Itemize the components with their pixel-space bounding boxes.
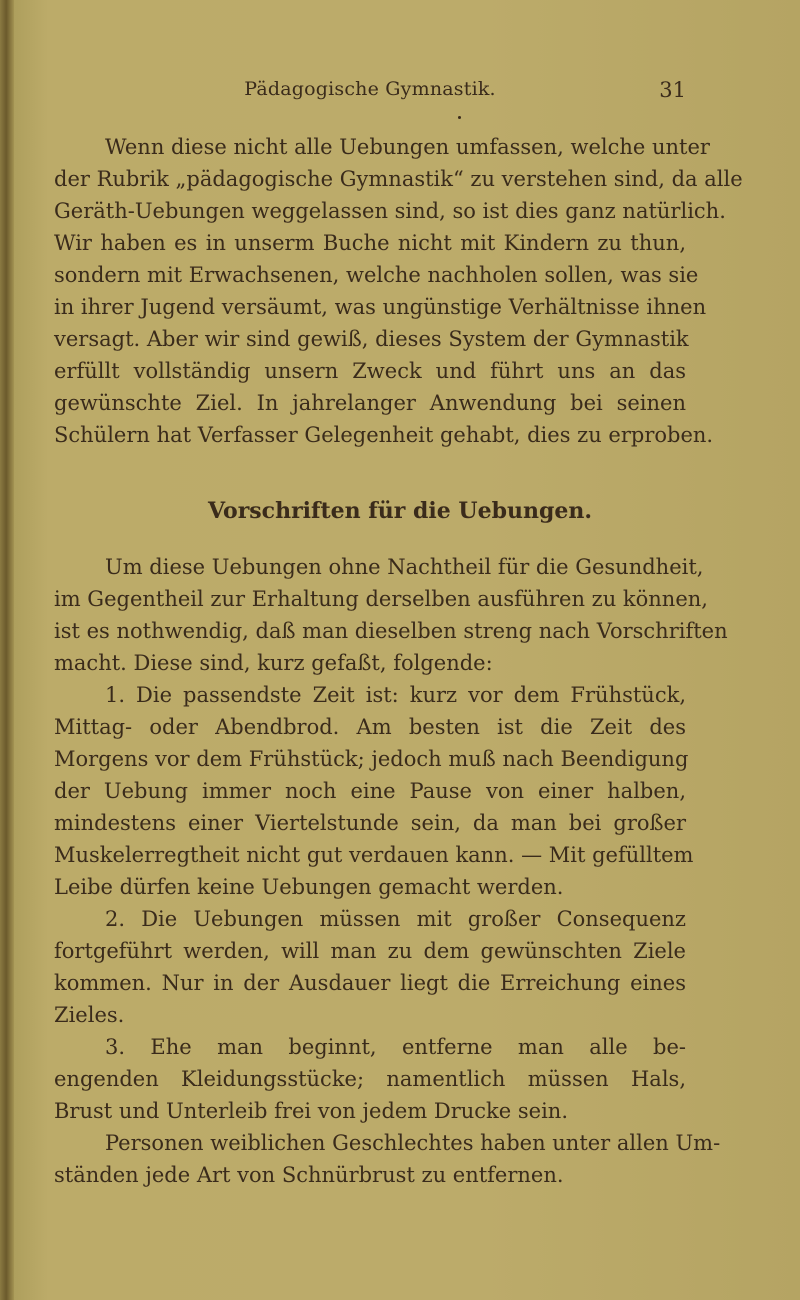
text-line: ist es nothwendig, daß man dieselben streng nach Vorschriften [54, 619, 728, 643]
page-header [54, 78, 686, 106]
text-line: versagt. Aber wir sind gewiß, dieses System der Gymnastik [54, 327, 689, 351]
text-line: 1. Die passendste Zeit ist: kurz vor dem Frühstück, [105, 683, 686, 707]
text-line: Morgens vor dem Frühstück; jedoch muß nach Beendigung [54, 747, 689, 771]
text-line: Wenn diese nicht alle Uebungen umfassen, welche unter [105, 135, 710, 159]
text-line: der Uebung immer noch eine Pause von einer halben, [54, 779, 686, 803]
text-line: Mittag- oder Abendbrod. Am besten ist die Zeit des [54, 715, 686, 739]
running-title: Pädagogische Gymnastik. [244, 78, 496, 100]
text-line: engenden Kleidungsstücke; namentlich müssen Hals, [54, 1067, 686, 1091]
text-line: 2. Die Uebungen müssen mit großer Consequenz [105, 907, 686, 931]
print-speck [458, 116, 461, 119]
text-line: 3. Ehe man beginnt, entferne man alle be- [105, 1035, 686, 1059]
text-line: Leibe dürfen keine Uebungen gemacht werden. [54, 875, 564, 899]
text-line: in ihrer Jugend versäumt, was ungünstige Verhältnisse ihnen [54, 295, 707, 319]
text-line: Brust und Unterleib frei von jedem Drucke sein. [54, 1099, 569, 1123]
text-line: fortgeführt werden, will man zu dem gewünschten Ziele [54, 939, 686, 963]
text-line: ständen jede Art von Schnürbrust zu entfernen. [54, 1163, 564, 1187]
section-heading: Vorschriften für die Uebungen. [207, 498, 592, 524]
text-line: Muskelerregtheit nicht gut verdauen kann. — Mit gefülltem [54, 843, 694, 867]
text-line: kommen. Nur in der Ausdauer liegt die Erreichung eines [54, 971, 686, 995]
text-line: Schülern hat Verfasser Gelegenheit gehabt, dies zu erproben. [54, 423, 714, 447]
text-line: gewünschte Ziel. In jahrelanger Anwendung bei seinen [54, 391, 686, 415]
page-number: 31 [659, 78, 686, 102]
text-line: macht. Diese sind, kurz gefaßt, folgende: [54, 651, 493, 675]
text-line: mindestens einer Viertelstunde sein, da man bei großer [54, 811, 686, 835]
text-line: Wir haben es in unserm Buche nicht mit Kindern zu thun, [54, 231, 686, 255]
text-line: Geräth-Uebungen weggelassen sind, so ist dies ganz natürlich. [54, 199, 726, 223]
text-line: Personen weiblichen Geschlechtes haben unter allen Um- [105, 1131, 721, 1155]
page-binding-edge [0, 0, 14, 1300]
text-line: der Rubrik „pädagogische Gymnastik“ zu verstehen sind, da alle [54, 167, 743, 191]
text-line: erfüllt vollständig unsern Zweck und führt uns an das [54, 359, 686, 383]
text-line: im Gegentheil zur Erhaltung derselben ausführen zu können, [54, 587, 708, 611]
text-line: Zieles. [54, 1003, 125, 1027]
text-line: Um diese Uebungen ohne Nachtheil für die Gesundheit, [105, 555, 704, 579]
text-line: sondern mit Erwachsenen, welche nachholen sollen, was sie [54, 263, 699, 287]
